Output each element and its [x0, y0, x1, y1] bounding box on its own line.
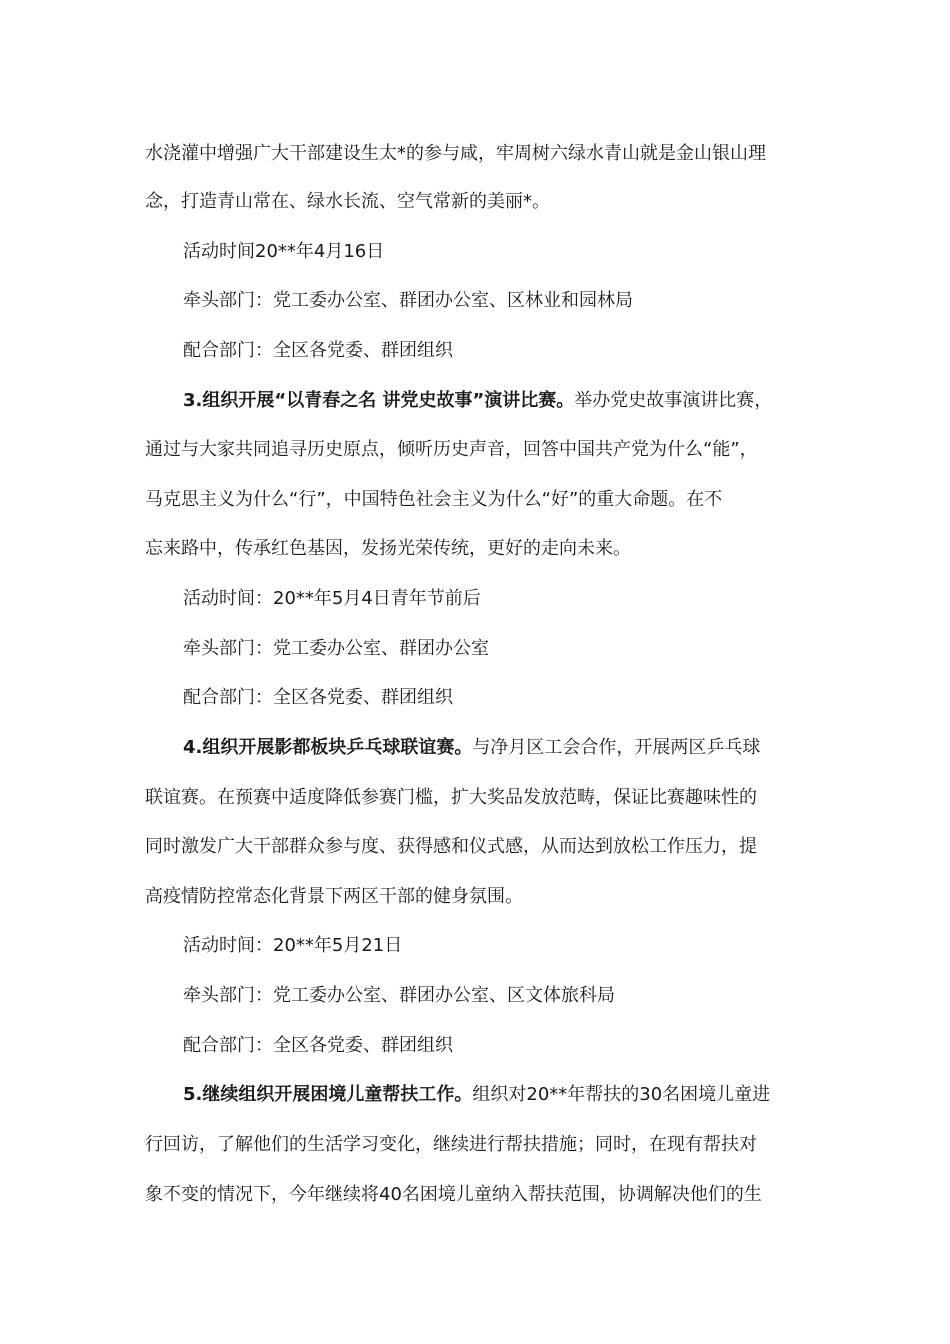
paragraph-line: 联谊赛。在预赛中适度降低参赛门槛，扩大奖品发放范畴，保证比赛趣味性的 — [145, 787, 757, 808]
section-heading — [183, 736, 760, 760]
section-text: 举办党史故事演讲比赛， — [574, 390, 773, 411]
paragraph-line: 高疫情防控常态化背景下两区干部的健身氛围。 — [145, 886, 523, 907]
section-text: 组织对20**年帮扶的30名困境儿童进 — [472, 1084, 771, 1105]
section-heading — [183, 1083, 770, 1107]
lead-department: 牵头部门：党工委办公室、群团办公室 — [183, 638, 489, 659]
section-title: 5.继续组织开展困境儿童帮扶工作。 — [183, 1084, 473, 1105]
paragraph-line: 行回访，了解他们的生活学习变化，继续进行帮扶措施；同时，在现有帮扶对 — [145, 1134, 757, 1155]
paragraph-line: 忘来路中，传承红色基因，发扬光荣传统，更好的走向未来。 — [145, 538, 631, 559]
section-title: 4.组织开展影都板块乒乓球联谊赛。 — [183, 737, 473, 758]
lead-department: 牵头部门：党工委办公室、群团办公室、区文体旅科局 — [183, 985, 615, 1006]
section-heading — [183, 389, 772, 413]
activity-time: 活动时间：20**年5月21日 — [183, 935, 403, 956]
paragraph-line: 通过与大家共同追寻历史原点，倾听历史声音，回答中国共产党为什么“能”， — [145, 439, 758, 460]
paragraph-line: 马克思主义为什么“行”，中国特色社会主义为什么“好”的重大命题。在不 — [145, 489, 723, 510]
cooperating-department: 配合部门：全区各党委、群团组织 — [183, 687, 453, 708]
paragraph-line: 同时激发广大干部群众参与度、获得感和仪式感，从而达到放松工作压力，提 — [145, 836, 757, 857]
section-text: 与净月区工会合作，开展两区乒乓球 — [472, 737, 761, 758]
paragraph-line: 念，打造青山常在、绿水长流、空气常新的美丽*。 — [145, 191, 550, 212]
paragraph-line: 水浇灌中增强广大干部建设生太*的参与咸，牢周树六绿水青山就是金山银山理 — [145, 143, 766, 164]
cooperating-department: 配合部门：全区各党委、群团组织 — [183, 340, 453, 361]
section-title: 3.组织开展“以青春之名 讲党史故事”演讲比赛。 — [183, 390, 575, 411]
lead-department: 牵头部门：党工委办公室、群团办公室、区林业和园林局 — [183, 290, 633, 311]
paragraph-line: 象不变的情况下，今年继续将40名困境儿童纳入帮扶范围，协调解决他们的生 — [145, 1184, 762, 1205]
cooperating-department: 配合部门：全区各党委、群团组织 — [183, 1035, 453, 1056]
activity-time: 活动时间20**年4月16日 — [183, 241, 385, 262]
activity-time: 活动时间：20**年5月4日青年节前后 — [183, 588, 481, 609]
